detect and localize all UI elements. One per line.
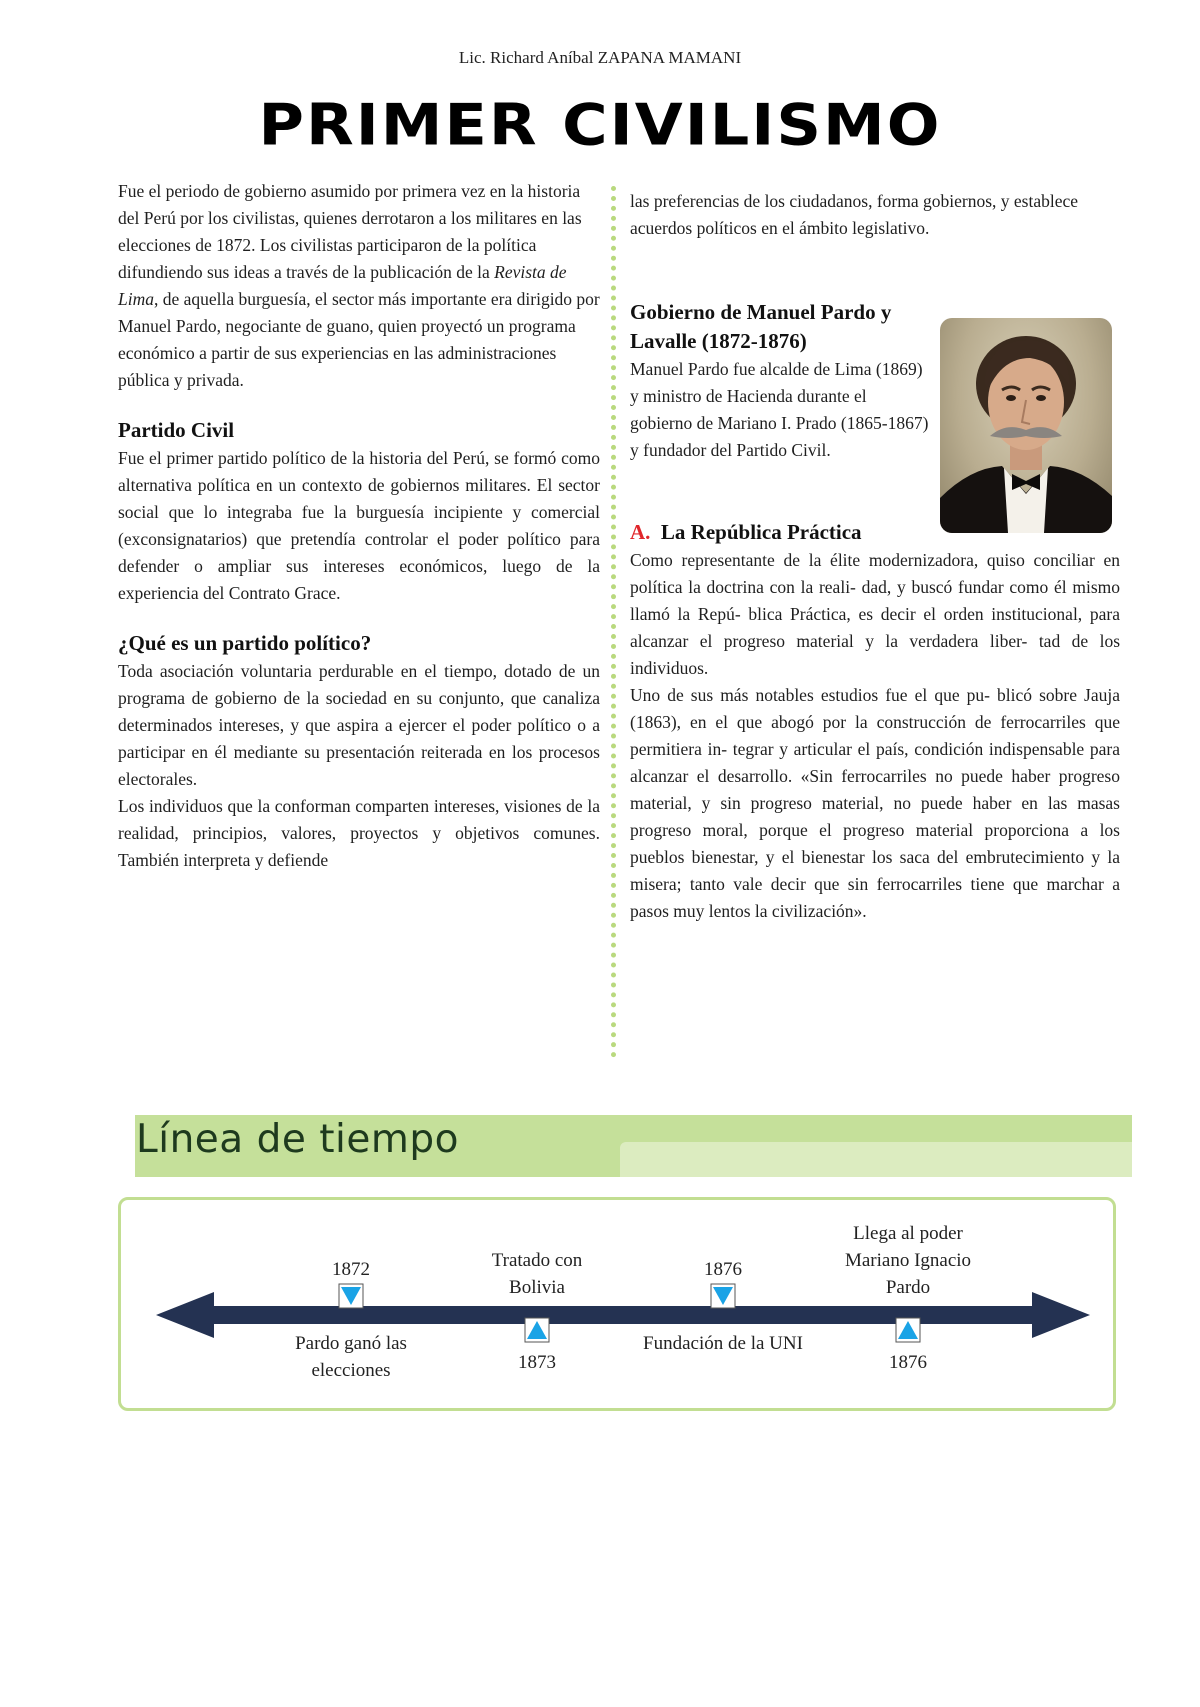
continuation-text: las preferencias de los ciudadanos, forma gobiernos, y establece acuerdos políticos en el ámbito legislativo.	[630, 191, 1079, 238]
intro-text-b: , de aquella burguesía, el sector más importante era dirigido por Manuel Pardo, negociante de guano, quien proyectó un programa económico a partir de sus experiencias en las administraciones pública y privada.	[118, 289, 600, 390]
timeline-event-text: Llega al poder Mariano Ignacio Pardo	[844, 1223, 972, 1298]
section-letter: A.	[630, 520, 651, 544]
timeline-event-text: Tratado con Bolivia	[491, 1250, 583, 1298]
partido-politico-text-2: Los individuos que la conforman comparten intereses, visiones de la realidad, principios, valores, proyectos y objetivos comunes. También interpreta y defiende	[118, 796, 600, 870]
revista-de-lima: Revista de Lima	[118, 262, 567, 309]
republica-practica-text-1: Como representante de la élite modernizadora, quiso conciliar en política la doctrina con la reali- dad, y buscó fundar como él mismo llamó la Repú- blica Práctica, es decir el orden institucional, para alcanzar el progreso material y la verdadera liber- tad de los individuos.	[630, 550, 1120, 678]
timeline-title: Línea de tiempo	[136, 1117, 459, 1162]
page-title: PRIMER CIVILISMO	[258, 90, 942, 159]
timeline-year: 1876	[889, 1352, 927, 1373]
timeline-year: 1876	[704, 1259, 742, 1280]
gobierno-heading: Gobierno de Manuel Pardo y Lavalle (1872-1876)	[630, 300, 892, 353]
timeline-event-text: Fundación de la UNI	[643, 1333, 803, 1354]
author-line: Lic. Richard Aníbal ZAPANA MAMANI	[458, 48, 742, 67]
intro-text-a: Fue el periodo de gobierno asumido por primera vez en la historia del Perú por los civilistas, quienes derrotaron a los militares en las elecciones de 1872. Los civilistas participaron de la política difundiendo sus ideas a través de la publicación de la	[118, 181, 582, 282]
gobierno-text: Manuel Pardo fue alcalde de Lima (1869) y ministro de Hacienda durante el gobierno de Mariano I. Prado (1865-1867) y fundador del Partido Civil.	[630, 359, 929, 460]
partido-politico-text-1: Toda asociación voluntaria perdurable en el tiempo, dotado de un programa de gobierno de la sociedad en su conjunto, que canaliza determinados intereses, y que aspira a ejercer el poder político o a participar en él mediante su presentación reiterada en los procesos electorales.	[118, 661, 600, 789]
timeline-event-text: Pardo ganó las elecciones	[295, 1333, 407, 1381]
republica-practica-title: La República Práctica	[660, 520, 862, 544]
partido-civil-text: Fue el primer partido político de la historia del Perú, se formó como alternativa política en un contexto de gobiernos militares. El sector social que lo integraba fue la burguesía incipiente y comercial (exconsignatarios) que pretendía controlar el poder político para defender o ampliar sus intereses económicos, luego de la experiencia del Contrato Grace.	[118, 448, 600, 603]
timeline-right-arrowhead	[1032, 1292, 1090, 1338]
partido-civil-heading: Partido Civil	[118, 418, 235, 442]
republica-practica-text-2: Uno de sus más notables estudios fue el que pu- blicó sobre Jauja (1863), en el que abogó por la construcción de ferrocarriles que permitiera in- tegrar y articular el país, condición indispensable para alcanzar el desarrollo. «Sin ferrocarriles no puede haber progreso material, y sin progreso material, no puede haber en las masas progreso moral, porque el progreso material proporciona a los pueblos bienestar, y el bienestar los saca del embrutecimiento y la misera; tanto vale decir que sin ferrocarriles tiene que marchar a pasos muy lentos la civilización».	[630, 685, 1120, 921]
partido-politico-heading: ¿Qué es un partido político?	[118, 631, 372, 655]
timeline-left-arrowhead	[156, 1292, 214, 1338]
timeline-year: 1872	[332, 1259, 370, 1280]
timeline-year: 1873	[518, 1352, 556, 1373]
